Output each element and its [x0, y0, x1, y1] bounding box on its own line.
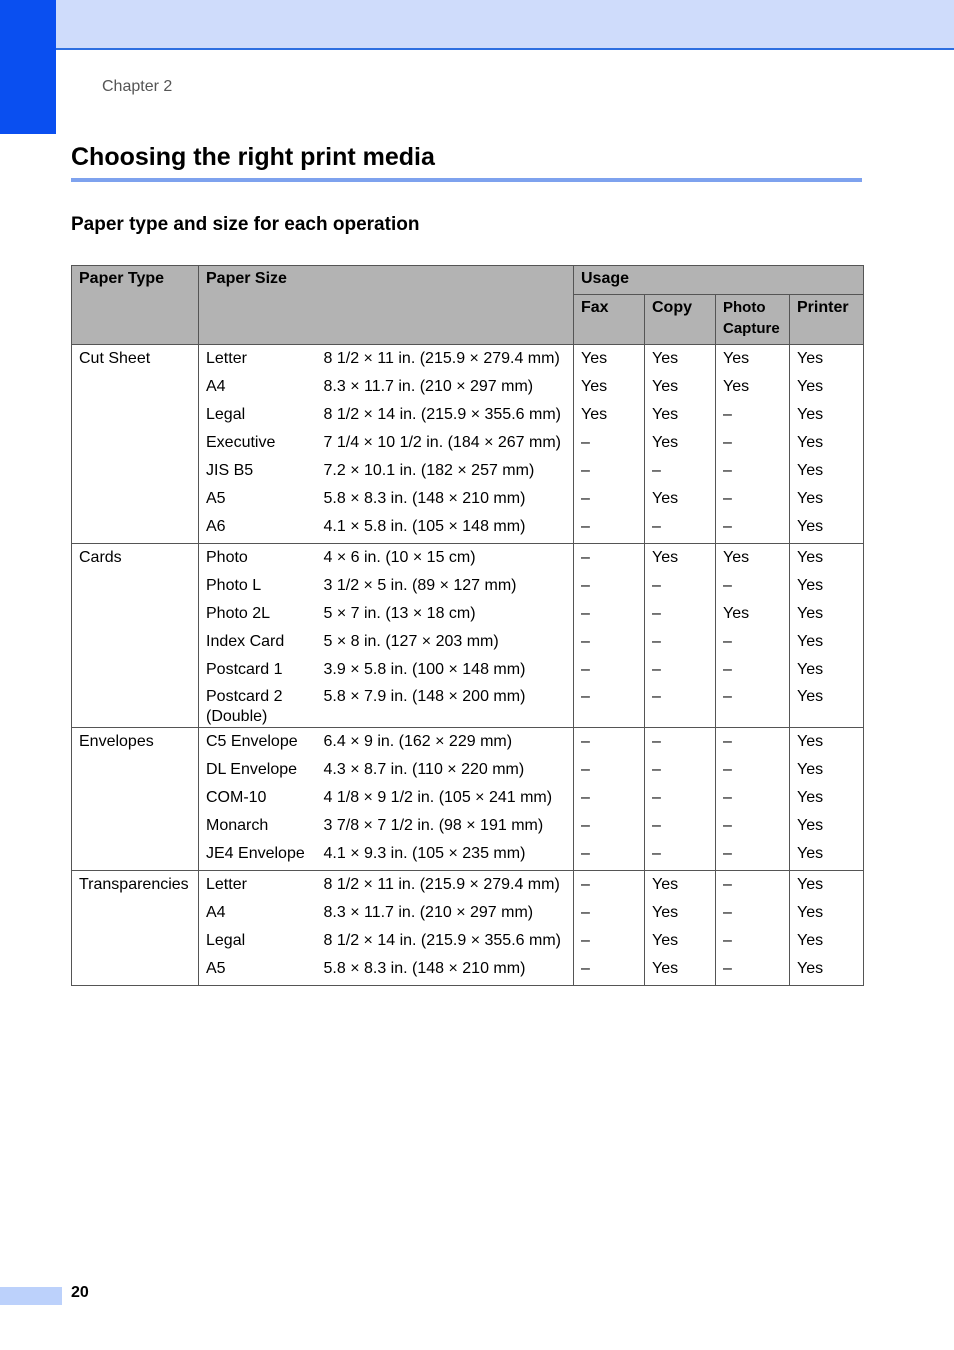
page-number: 20	[71, 1284, 89, 1301]
printer-cell: Yes	[790, 686, 864, 728]
paper-size-dimensions: 4.1 × 9.3 in. (105 × 235 mm)	[317, 842, 574, 871]
paper-size-dimensions: 7 1/4 × 10 1/2 in. (184 × 267 mm)	[317, 431, 574, 459]
fax-cell: –	[574, 871, 645, 902]
paper-size-dimensions: 8 1/2 × 14 in. (215.9 × 355.6 mm)	[317, 403, 574, 431]
fax-cell: –	[574, 786, 645, 814]
photo-capture-cell: –	[716, 487, 790, 515]
chapter-tab	[0, 0, 56, 134]
paper-size-dimensions: 3.9 × 5.8 in. (100 × 148 mm)	[317, 658, 574, 686]
paper-size-name: JIS B5	[199, 459, 317, 487]
copy-cell: –	[645, 630, 716, 658]
fax-cell: –	[574, 814, 645, 842]
paper-size-name: Letter	[199, 871, 317, 902]
printer-cell: Yes	[790, 658, 864, 686]
copy-cell: Yes	[645, 544, 716, 575]
fax-cell: –	[574, 929, 645, 957]
paper-size-dimensions: 5.8 × 8.3 in. (148 × 210 mm)	[317, 957, 574, 986]
paper-size-dimensions: 5 × 8 in. (127 × 203 mm)	[317, 630, 574, 658]
paper-type-cell: Cut Sheet	[72, 345, 199, 544]
paper-size-dimensions: 8 1/2 × 14 in. (215.9 × 355.6 mm)	[317, 929, 574, 957]
paper-size-name: A5	[199, 487, 317, 515]
copy-cell: Yes	[645, 929, 716, 957]
fax-cell: –	[574, 728, 645, 759]
printer-cell: Yes	[790, 345, 864, 376]
photo-capture-cell: –	[716, 929, 790, 957]
header-photo-capture: Photo Capture	[716, 295, 790, 345]
fax-cell: –	[574, 459, 645, 487]
photo-capture-cell: –	[716, 871, 790, 902]
fax-cell: Yes	[574, 403, 645, 431]
printer-cell: Yes	[790, 901, 864, 929]
paper-size-name: Legal	[199, 403, 317, 431]
paper-size-dimensions: 3 1/2 × 5 in. (89 × 127 mm)	[317, 574, 574, 602]
printer-cell: Yes	[790, 842, 864, 871]
printer-cell: Yes	[790, 403, 864, 431]
paper-size-name: COM-10	[199, 786, 317, 814]
photo-capture-cell: –	[716, 686, 790, 728]
photo-capture-cell: –	[716, 758, 790, 786]
copy-cell: –	[645, 842, 716, 871]
paper-size-dimensions: 5.8 × 8.3 in. (148 × 210 mm)	[317, 487, 574, 515]
chapter-label: Chapter 2	[102, 78, 173, 95]
printer-cell: Yes	[790, 544, 864, 575]
header-band	[0, 0, 954, 50]
paper-type-cell: Envelopes	[72, 728, 199, 871]
paper-size-dimensions: 4.3 × 8.7 in. (110 × 220 mm)	[317, 758, 574, 786]
copy-cell: Yes	[645, 431, 716, 459]
table-row	[72, 728, 864, 759]
paper-size-dimensions: 7.2 × 10.1 in. (182 × 257 mm)	[317, 459, 574, 487]
header-printer: Printer	[790, 295, 864, 345]
printer-cell: Yes	[790, 375, 864, 403]
fax-cell: –	[574, 842, 645, 871]
photo-capture-cell: –	[716, 728, 790, 759]
paper-size-name: A4	[199, 901, 317, 929]
paper-size-name: Postcard 1	[199, 658, 317, 686]
fax-cell: –	[574, 544, 645, 575]
copy-cell: –	[645, 658, 716, 686]
paper-size-dimensions: 5.8 × 7.9 in. (148 × 200 mm)	[317, 686, 574, 728]
section-heading: Paper type and size for each operation	[71, 214, 420, 235]
paper-size-name: A5	[199, 957, 317, 986]
printer-cell: Yes	[790, 728, 864, 759]
paper-size-dimensions: 3 7/8 × 7 1/2 in. (98 × 191 mm)	[317, 814, 574, 842]
paper-size-name: Postcard 2 (Double)	[199, 686, 317, 728]
fax-cell: –	[574, 957, 645, 986]
photo-capture-cell: –	[716, 786, 790, 814]
table-row	[72, 544, 864, 575]
header-usage: Usage	[574, 266, 864, 295]
photo-capture-cell: –	[716, 431, 790, 459]
paper-size-name: Letter	[199, 345, 317, 376]
copy-cell: Yes	[645, 871, 716, 902]
paper-size-name: DL Envelope	[199, 758, 317, 786]
fax-cell: –	[574, 602, 645, 630]
page-number-bar	[0, 1287, 62, 1305]
header-paper-size: Paper Size	[199, 266, 574, 345]
header-paper-type: Paper Type	[72, 266, 199, 345]
paper-size-dimensions: 6.4 × 9 in. (162 × 229 mm)	[317, 728, 574, 759]
photo-capture-cell: –	[716, 842, 790, 871]
fax-cell: –	[574, 574, 645, 602]
paper-size-dimensions: 8.3 × 11.7 in. (210 × 297 mm)	[317, 901, 574, 929]
copy-cell: –	[645, 728, 716, 759]
table-body	[72, 345, 864, 986]
paper-size-name: C5 Envelope	[199, 728, 317, 759]
printer-cell: Yes	[790, 957, 864, 986]
copy-cell: –	[645, 515, 716, 544]
copy-cell: Yes	[645, 901, 716, 929]
paper-size-name: Legal	[199, 929, 317, 957]
photo-capture-cell: –	[716, 901, 790, 929]
table-row	[72, 871, 864, 902]
photo-capture-cell: –	[716, 630, 790, 658]
copy-cell: Yes	[645, 375, 716, 403]
printer-cell: Yes	[790, 574, 864, 602]
copy-cell: –	[645, 786, 716, 814]
photo-capture-cell: Yes	[716, 375, 790, 403]
paper-size-name: Executive	[199, 431, 317, 459]
printer-cell: Yes	[790, 431, 864, 459]
paper-size-name: Photo	[199, 544, 317, 575]
copy-cell: –	[645, 758, 716, 786]
fax-cell: –	[574, 630, 645, 658]
copy-cell: –	[645, 574, 716, 602]
fax-cell: Yes	[574, 375, 645, 403]
fax-cell: –	[574, 901, 645, 929]
fax-cell: –	[574, 487, 645, 515]
paper-size-name: Photo 2L	[199, 602, 317, 630]
photo-capture-cell: –	[716, 658, 790, 686]
paper-type-cell: Transparencies	[72, 871, 199, 986]
paper-size-name: Index Card	[199, 630, 317, 658]
paper-type-cell: Cards	[72, 544, 199, 728]
printer-cell: Yes	[790, 814, 864, 842]
title-rule	[71, 178, 862, 182]
photo-capture-cell: –	[716, 515, 790, 544]
paper-size-name: Photo L	[199, 574, 317, 602]
photo-capture-cell: Yes	[716, 544, 790, 575]
printer-cell: Yes	[790, 630, 864, 658]
paper-size-dimensions: 4 1/8 × 9 1/2 in. (105 × 241 mm)	[317, 786, 574, 814]
paper-size-dimensions: 4.1 × 5.8 in. (105 × 148 mm)	[317, 515, 574, 544]
paper-size-dimensions: 8 1/2 × 11 in. (215.9 × 279.4 mm)	[317, 871, 574, 902]
photo-capture-cell: –	[716, 574, 790, 602]
photo-capture-cell: Yes	[716, 345, 790, 376]
paper-size-dimensions: 8.3 × 11.7 in. (210 × 297 mm)	[317, 375, 574, 403]
fax-cell: –	[574, 431, 645, 459]
printer-cell: Yes	[790, 487, 864, 515]
copy-cell: Yes	[645, 403, 716, 431]
paper-size-name: A6	[199, 515, 317, 544]
fax-cell: Yes	[574, 345, 645, 376]
header-copy: Copy	[645, 295, 716, 345]
copy-cell: –	[645, 814, 716, 842]
paper-media-table	[71, 265, 864, 986]
fax-cell: –	[574, 686, 645, 728]
copy-cell: –	[645, 602, 716, 630]
copy-cell: Yes	[645, 957, 716, 986]
fax-cell: –	[574, 758, 645, 786]
table-row	[72, 345, 864, 376]
printer-cell: Yes	[790, 459, 864, 487]
paper-size-name: JE4 Envelope	[199, 842, 317, 871]
paper-size-name: Monarch	[199, 814, 317, 842]
printer-cell: Yes	[790, 871, 864, 902]
printer-cell: Yes	[790, 929, 864, 957]
copy-cell: Yes	[645, 487, 716, 515]
fax-cell: –	[574, 658, 645, 686]
paper-size-dimensions: 4 × 6 in. (10 × 15 cm)	[317, 544, 574, 575]
page-title: Choosing the right print media	[71, 143, 435, 171]
copy-cell: Yes	[645, 345, 716, 376]
photo-capture-cell: –	[716, 403, 790, 431]
copy-cell: –	[645, 686, 716, 728]
header-fax: Fax	[574, 295, 645, 345]
printer-cell: Yes	[790, 758, 864, 786]
photo-capture-cell: –	[716, 814, 790, 842]
photo-capture-cell: Yes	[716, 602, 790, 630]
printer-cell: Yes	[790, 786, 864, 814]
photo-capture-cell: –	[716, 459, 790, 487]
paper-size-dimensions: 5 × 7 in. (13 × 18 cm)	[317, 602, 574, 630]
copy-cell: –	[645, 459, 716, 487]
fax-cell: –	[574, 515, 645, 544]
photo-capture-cell: –	[716, 957, 790, 986]
paper-size-dimensions: 8 1/2 × 11 in. (215.9 × 279.4 mm)	[317, 345, 574, 376]
paper-size-name: A4	[199, 375, 317, 403]
printer-cell: Yes	[790, 515, 864, 544]
printer-cell: Yes	[790, 602, 864, 630]
